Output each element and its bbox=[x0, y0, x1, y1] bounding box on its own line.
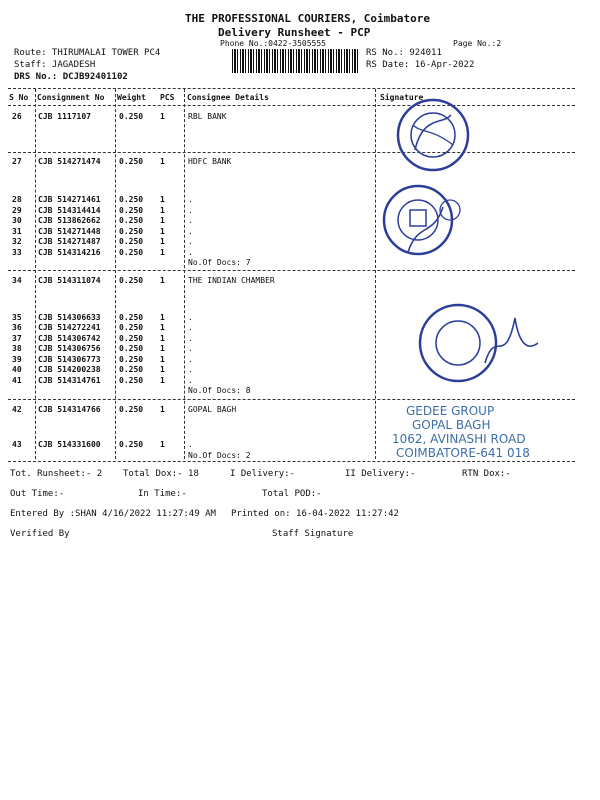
row-weight: 0.250 bbox=[119, 237, 144, 246]
staff: Staff: JAGADESH bbox=[14, 60, 96, 70]
row-consignee: . bbox=[188, 355, 193, 364]
row-consignment: CJB 514306756 bbox=[38, 344, 101, 353]
company-name: THE PROFESSIONAL COURIERS, Coimbatore bbox=[185, 12, 431, 25]
col-consignee: Consignee Details bbox=[187, 93, 269, 102]
row-sno: 33 bbox=[12, 248, 22, 257]
table-top-rule bbox=[8, 88, 575, 89]
col-separator bbox=[184, 89, 185, 459]
stamp-line: COIMBATORE-641 018 bbox=[396, 446, 530, 460]
row-weight: 0.250 bbox=[119, 227, 144, 236]
row-consignee: . bbox=[188, 206, 193, 215]
row-consignment: CJB 514306742 bbox=[38, 334, 101, 343]
docs-count: No.Of Docs: 8 bbox=[188, 386, 251, 395]
row-pcs: 1 bbox=[160, 276, 165, 285]
rbl-bank-stamp bbox=[393, 95, 473, 175]
row-consignment: CJB 514314761 bbox=[38, 376, 101, 385]
stamp-line: 1062, AVINASHI ROAD bbox=[392, 432, 526, 446]
table-bottom-rule bbox=[8, 461, 575, 462]
i-delivery: I Delivery:- bbox=[230, 469, 296, 479]
printed-on: Printed on: 16-04-2022 11:27:42 bbox=[231, 509, 399, 519]
col-separator bbox=[375, 89, 376, 459]
row-consignee: . bbox=[188, 323, 193, 332]
col-pcs: PCS bbox=[160, 93, 175, 102]
row-consignee: HDFC BANK bbox=[188, 157, 232, 166]
rs-number: RS No.: 924011 bbox=[366, 48, 442, 58]
row-sno: 26 bbox=[12, 112, 22, 121]
col-sno: S No bbox=[9, 93, 29, 102]
row-weight: 0.250 bbox=[119, 376, 144, 385]
col-separator bbox=[115, 89, 116, 459]
row-consignee: THE INDIAN CHAMBER bbox=[188, 276, 275, 285]
staff-signature: Staff Signature bbox=[272, 529, 354, 539]
row-pcs: 1 bbox=[160, 206, 165, 215]
row-consignment: CJB 513862662 bbox=[38, 216, 101, 225]
row-pcs: 1 bbox=[160, 157, 165, 166]
route: Route: THIRUMALAI TOWER PC4 bbox=[14, 48, 161, 58]
row-pcs: 1 bbox=[160, 248, 165, 257]
row-consignee: . bbox=[188, 365, 193, 374]
row-sno: 31 bbox=[12, 227, 22, 236]
row-sno: 42 bbox=[12, 405, 22, 414]
row-consignee: . bbox=[188, 344, 193, 353]
entered-by: Entered By :SHAN 4/16/2022 11:27:49 AM bbox=[10, 509, 216, 519]
row-sno: 27 bbox=[12, 157, 22, 166]
row-pcs: 1 bbox=[160, 405, 165, 414]
rs-date: RS Date: 16-Apr-2022 bbox=[366, 60, 475, 70]
row-sno: 28 bbox=[12, 195, 22, 204]
indian-chamber-stamp bbox=[410, 298, 540, 388]
row-weight: 0.250 bbox=[119, 405, 144, 414]
row-consignment: CJB 514200238 bbox=[38, 365, 101, 374]
row-consignment: CJB 1117107 bbox=[38, 112, 91, 121]
row-pcs: 1 bbox=[160, 440, 165, 449]
row-pcs: 1 bbox=[160, 344, 165, 353]
row-pcs: 1 bbox=[160, 216, 165, 225]
row-sno: 35 bbox=[12, 313, 22, 322]
row-weight: 0.250 bbox=[119, 355, 144, 364]
row-pcs: 1 bbox=[160, 313, 165, 322]
row-consignee: . bbox=[188, 216, 193, 225]
row-consignment: CJB 514314414 bbox=[38, 206, 101, 215]
row-pcs: 1 bbox=[160, 365, 165, 374]
col-weight: Weight bbox=[117, 93, 146, 102]
row-weight: 0.250 bbox=[119, 206, 144, 215]
col-separator bbox=[35, 89, 36, 459]
row-sno: 30 bbox=[12, 216, 22, 225]
row-pcs: 1 bbox=[160, 355, 165, 364]
row-consignment: CJB 514272241 bbox=[38, 323, 101, 332]
row-weight: 0.250 bbox=[119, 344, 144, 353]
barcode bbox=[232, 49, 358, 73]
group-rule bbox=[8, 152, 575, 153]
row-consignee: . bbox=[188, 227, 193, 236]
row-sno: 39 bbox=[12, 355, 22, 364]
col-signature: Signature bbox=[380, 93, 424, 102]
row-consignment: CJB 514306633 bbox=[38, 313, 101, 322]
row-consignment: CJB 514271448 bbox=[38, 227, 101, 236]
page-number: Page No.:2 bbox=[453, 39, 502, 48]
row-weight: 0.250 bbox=[119, 323, 144, 332]
total-dox: Total Dox:- 18 bbox=[123, 469, 199, 479]
col-consignment: Consignment No bbox=[37, 93, 105, 102]
row-pcs: 1 bbox=[160, 334, 165, 343]
row-sno: 40 bbox=[12, 365, 22, 374]
document-title: Delivery Runsheet - PCP bbox=[218, 26, 371, 39]
row-weight: 0.250 bbox=[119, 195, 144, 204]
out-time: Out Time:- bbox=[10, 489, 65, 499]
row-sno: 32 bbox=[12, 237, 22, 246]
row-consignment: CJB 514314216 bbox=[38, 248, 101, 257]
stamp-line: GEDEE GROUP bbox=[406, 404, 495, 418]
row-sno: 36 bbox=[12, 323, 22, 332]
row-weight: 0.250 bbox=[119, 112, 144, 121]
row-consignment: CJB 514271474 bbox=[38, 157, 101, 166]
table-header-rule bbox=[8, 105, 575, 106]
gopal-bagh-stamp bbox=[388, 404, 536, 460]
seal-icon bbox=[378, 182, 463, 262]
row-pcs: 1 bbox=[160, 237, 165, 246]
row-weight: 0.250 bbox=[119, 157, 144, 166]
ii-delivery: II Delivery:- bbox=[345, 469, 416, 479]
group-rule bbox=[8, 270, 575, 271]
row-consignment: CJB 514331600 bbox=[38, 440, 101, 449]
row-consignee: GOPAL BAGH bbox=[188, 405, 237, 414]
row-weight: 0.250 bbox=[119, 248, 144, 257]
row-consignment: CJB 514311074 bbox=[38, 276, 101, 285]
row-weight: 0.250 bbox=[119, 334, 144, 343]
tot-runsheet: Tot. Runsheet:- 2 bbox=[10, 469, 103, 479]
docs-count: No.Of Docs: 2 bbox=[188, 451, 251, 460]
row-sno: 29 bbox=[12, 206, 22, 215]
row-pcs: 1 bbox=[160, 195, 165, 204]
total-pod: Total POD:- bbox=[262, 489, 322, 499]
row-consignee: . bbox=[188, 313, 193, 322]
row-consignment: CJB 514314766 bbox=[38, 405, 101, 414]
row-weight: 0.250 bbox=[119, 313, 144, 322]
row-consignee: . bbox=[188, 334, 193, 343]
row-pcs: 1 bbox=[160, 376, 165, 385]
stamp-line: GOPAL BAGH bbox=[412, 418, 491, 432]
row-consignee: . bbox=[188, 440, 193, 449]
seal-icon bbox=[393, 95, 473, 175]
row-consignment: CJB 514271461 bbox=[38, 195, 101, 204]
row-weight: 0.250 bbox=[119, 440, 144, 449]
docs-count: No.Of Docs: 7 bbox=[188, 258, 251, 267]
row-consignee: RBL BANK bbox=[188, 112, 227, 121]
hdfc-bank-stamp bbox=[378, 182, 463, 262]
row-weight: 0.250 bbox=[119, 276, 144, 285]
row-sno: 34 bbox=[12, 276, 22, 285]
row-weight: 0.250 bbox=[119, 365, 144, 374]
seal-icon bbox=[410, 298, 540, 388]
row-sno: 38 bbox=[12, 344, 22, 353]
row-pcs: 1 bbox=[160, 323, 165, 332]
row-consignee: . bbox=[188, 376, 193, 385]
rtn-dox: RTN Dox:- bbox=[462, 469, 511, 479]
row-weight: 0.250 bbox=[119, 216, 144, 225]
group-rule bbox=[8, 399, 575, 400]
row-consignee: . bbox=[188, 237, 193, 246]
drs-number: DRS No.: DCJB92401102 bbox=[14, 72, 128, 82]
row-consignment: CJB 514306773 bbox=[38, 355, 101, 364]
row-pcs: 1 bbox=[160, 227, 165, 236]
row-consignment: CJB 514271487 bbox=[38, 237, 101, 246]
phone-number: Phone No.:0422-3505555 bbox=[220, 39, 326, 48]
verified-by: Verified By bbox=[10, 529, 70, 539]
in-time: In Time:- bbox=[138, 489, 187, 499]
row-consignee: . bbox=[188, 195, 193, 204]
row-sno: 43 bbox=[12, 440, 22, 449]
row-pcs: 1 bbox=[160, 112, 165, 121]
row-consignee: . bbox=[188, 248, 193, 257]
row-sno: 37 bbox=[12, 334, 22, 343]
row-sno: 41 bbox=[12, 376, 22, 385]
